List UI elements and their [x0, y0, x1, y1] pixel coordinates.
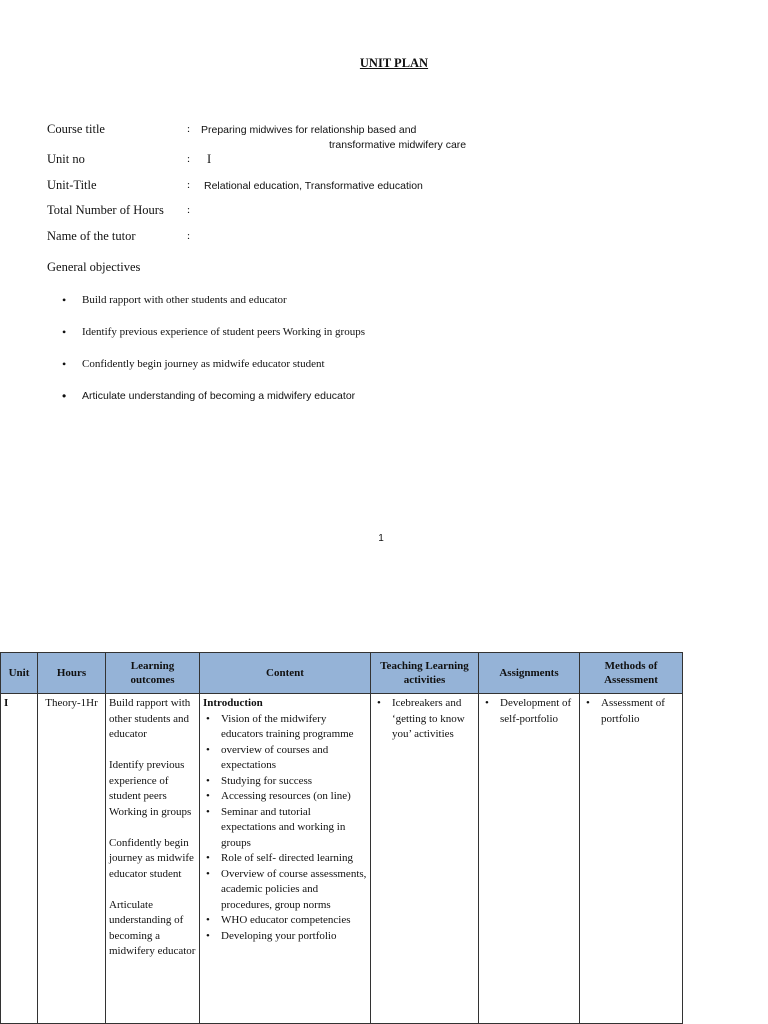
field-label: Name of the tutor: [47, 229, 136, 243]
learning-outcome: Build rapport with other students and educator: [109, 697, 191, 740]
objectives-list: [62, 292, 365, 420]
list-item: • Role of self- directed learning: [203, 851, 367, 867]
field-label: Unit no: [47, 152, 85, 166]
list-item: • Studying for success: [203, 774, 367, 790]
header-content: Content: [200, 653, 371, 694]
header-activities: Teaching Learning activities: [371, 653, 479, 694]
list-item: • Assessment of portfolio: [583, 696, 679, 727]
assignments-list: [482, 696, 576, 727]
header-assessment: Methods of Assessment: [580, 653, 683, 694]
learning-outcome: Articulate understanding of becoming a midwifery educator: [109, 898, 196, 957]
cell-hours: Theory-1Hr: [38, 694, 106, 1024]
list-item: • WHO educator competencies: [203, 913, 367, 929]
unit-plan-table: [0, 652, 683, 1024]
header-assignments: Assignments: [479, 653, 580, 694]
general-objectives-heading: General objectives: [47, 260, 141, 274]
activities-list: [374, 696, 475, 743]
field-label: Unit-Title: [47, 178, 97, 192]
header-unit: Unit: [1, 653, 38, 694]
content-heading: Introduction: [203, 697, 263, 709]
list-item: • overview of courses and expectations: [203, 743, 367, 774]
field-value: I: [207, 152, 212, 166]
cell-content: [200, 694, 371, 1024]
table-row: [1, 694, 683, 1024]
page-title: UNIT PLAN: [359, 56, 429, 70]
field-value: Relational education, Transformative education: [204, 180, 423, 192]
field-label: Total Number of Hours: [47, 203, 164, 217]
cell-assessment: [580, 694, 683, 1024]
learning-outcome: Confidently begin journey as midwife educator student: [109, 836, 194, 880]
field-label: Course title: [47, 122, 105, 136]
list-item: • Vision of the midwifery educators training programme: [203, 712, 367, 743]
cell-learning-outcomes: [106, 694, 200, 1024]
list-item: • Build rapport with other students and educator: [62, 292, 365, 324]
list-item: • Accessing resources (on line): [203, 789, 367, 805]
field-colon: :: [187, 123, 191, 135]
field-colon: :: [187, 230, 191, 242]
assessment-list: [583, 696, 679, 727]
page-number: 1: [378, 533, 384, 544]
list-item: • Confidently begin journey as midwife educator student: [62, 356, 365, 388]
field-colon: :: [187, 153, 191, 165]
header-learning-outcomes: Learning outcomes: [106, 653, 200, 694]
cell-activities: [371, 694, 479, 1024]
list-item: • Development of self-portfolio: [482, 696, 576, 727]
cell-unit: I: [1, 694, 38, 1024]
cell-assignments: [479, 694, 580, 1024]
learning-outcome: Identify previous experience of student peers Working in groups: [109, 759, 192, 818]
content-list: [203, 712, 367, 945]
table-header-row: [1, 653, 683, 694]
list-item: • Developing your portfolio: [203, 929, 367, 945]
list-item: • Articulate understanding of becoming a midwifery educator: [62, 388, 365, 420]
field-colon: :: [187, 179, 191, 191]
list-item: • Seminar and tutorial expectations and working in groups: [203, 805, 367, 852]
field-value: Preparing midwives for relationship based and: [201, 124, 417, 136]
field-colon: :: [187, 204, 191, 216]
field-value-continued: transformative midwifery care: [329, 139, 467, 151]
list-item: • Icebreakers and ‘getting to know you’ activities: [374, 696, 475, 743]
list-item: • Identify previous experience of student peers Working in groups: [62, 324, 365, 356]
list-item: • Overview of course assessments, academic policies and procedures, group norms: [203, 867, 367, 914]
header-hours: Hours: [38, 653, 106, 694]
